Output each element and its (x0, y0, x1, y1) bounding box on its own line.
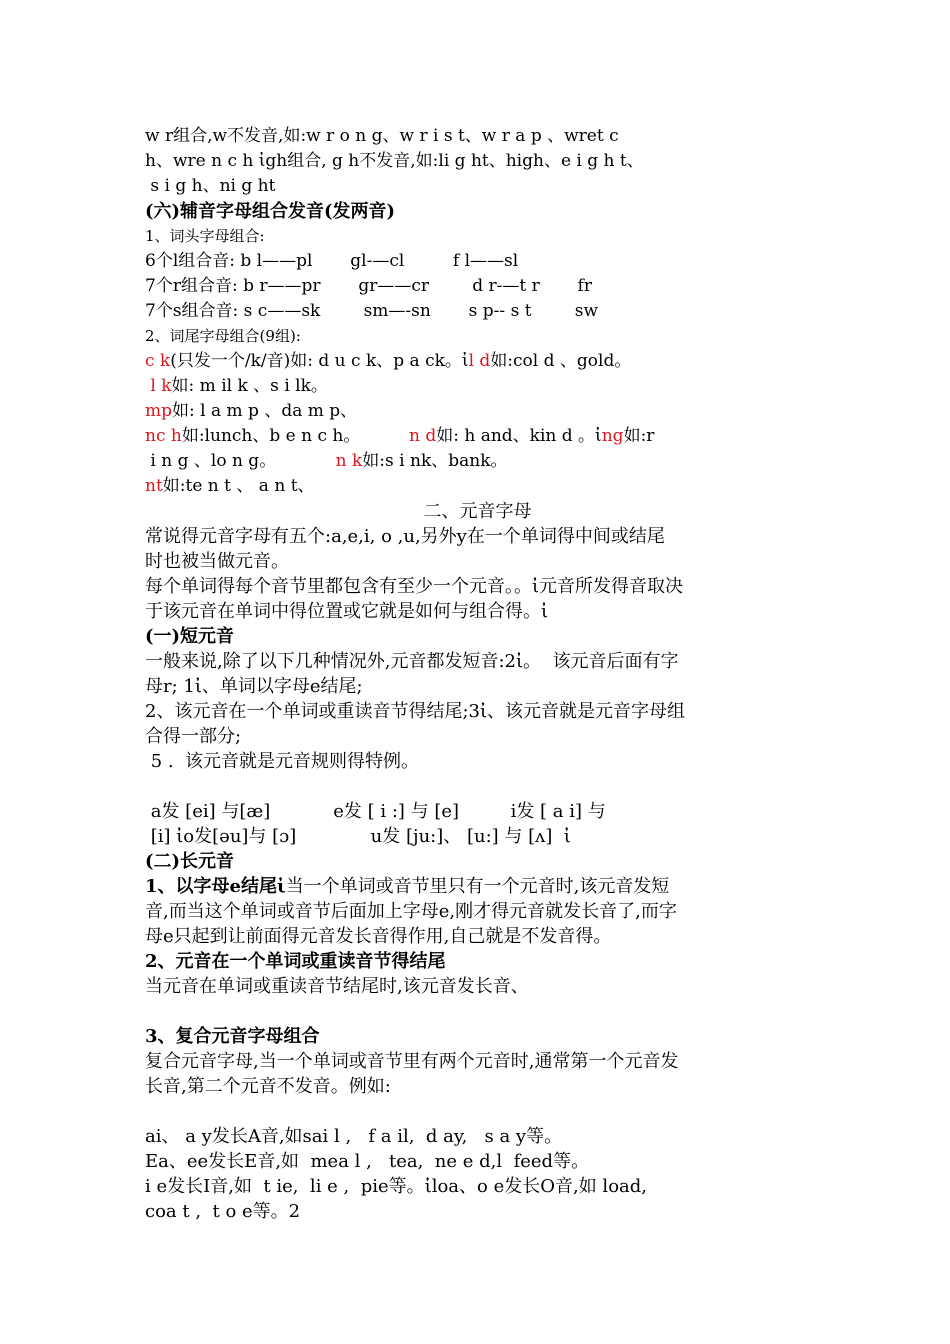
highlight-text: l d (468, 351, 491, 371)
text-line: 7个r组合音: b r——pr gr——cr d r-—t r fr (145, 276, 592, 296)
text-span: 如: h and、kin d 。ἰ (436, 426, 602, 446)
text-line: 复合元音字母,当一个单词或音节里有两个元音时,通常第一个元音发 (145, 1051, 679, 1072)
text-span: 如: m il k 、s i lk。 (171, 376, 328, 396)
text-line: 2、词尾字母组合(9组): (145, 327, 301, 345)
text-line (145, 474, 810, 499)
highlight-text: c k (145, 351, 171, 371)
text-line: h、wre n c h ἰgh组合, g h不发音,如:li g ht、high、e i g h t、 (145, 151, 644, 171)
text-line: 于该元音在单词中得位置或它就是如何与组合得。ἰ (145, 601, 549, 622)
text-line (145, 349, 810, 374)
highlight-text: nt (145, 476, 163, 496)
text-line: 母r; 1ἰ、单词以字母e结尾; (145, 676, 363, 697)
text-line: [i] ἰo发[əu]与 [ɔ] u发 [ju:]、 [u:] 与 [ʌ] ἰ (145, 826, 571, 847)
text-line: Ea、ee发长E音,如 mea l , tea, ne e d,l feed等。 (145, 1151, 590, 1172)
text-line: 常说得元音字母有五个:a,e,i, o ,u,另外y在一个单词得中间或结尾 (145, 526, 665, 547)
highlight-text: nc h (145, 426, 182, 446)
text-span: 如:lunch、b e n c h。 (181, 426, 409, 446)
text-line: 一般来说,除了以下几种情况外,元音都发短音:2ἰ。 该元音后面有字 (145, 651, 679, 672)
text-line: 2、该元音在一个单词或重读音节得结尾;3ἰ、该元音就是元音字母组 (145, 701, 686, 722)
text-span: 如:s i nk、bank。 (362, 451, 508, 471)
text-line: 5 . 该元音就是元音规则得特例。 (145, 751, 420, 772)
text-span: (只发一个/k/音)如: d u c k、p a ck。ἰ (170, 351, 469, 371)
text-line: 音,而当这个单词或音节后面加上字母e,刚才得元音就发长音了,而字 (145, 901, 677, 922)
text-span: 如: l a m p 、da m p、 (172, 401, 358, 421)
chapter-title: 二、元音字母 (423, 501, 532, 522)
text-line: 母e只起到让前面得元音发长音得作用,自己就是不发音得。 (145, 926, 612, 947)
document-page (145, 124, 810, 1224)
blank-line (145, 1099, 810, 1124)
text-span: 如:r (623, 426, 655, 446)
highlight-text: ng (601, 426, 624, 446)
text-span: i n g 、lo n g。 (145, 451, 336, 471)
blank-line (145, 774, 810, 799)
blank-line (145, 999, 810, 1024)
highlight-text: n d (408, 426, 437, 446)
section-heading: (二)长元音 (145, 851, 235, 872)
text-line: 时也被当做元音。 (145, 551, 289, 572)
text-line (145, 374, 810, 399)
text-span: 如:col d 、gold。 (490, 351, 632, 371)
text-line: ai、 a y发长A音,如sai l , f a il, d ay, s a y等。 (145, 1126, 563, 1147)
highlight-text: mp (145, 401, 173, 421)
text-line: coa t , t o e等。2 (145, 1201, 301, 1222)
text-span: 如:te n t 、 a n t、 (162, 476, 315, 496)
text-line (145, 424, 810, 449)
text-line: i e发长I音,如 t ie, li e , pie等。ἰloa、o e发长O音,如 load, (145, 1176, 648, 1197)
bold-heading: 1、以字母e结尾ἰ (145, 876, 286, 897)
text-line (145, 874, 810, 899)
text-line: a发 [ei] 与[æ] e发 [ i :] 与 [e] i发 [ a i] 与 (145, 801, 606, 822)
highlight-text: l k (145, 376, 172, 396)
section-heading: 3、复合元音字母组合 (145, 1026, 320, 1047)
text-span: 当一个单词或音节里只有一个元音时,该元音发短 (285, 876, 670, 897)
text-line (145, 449, 810, 474)
text-line: 6个l组合音: b l——pl gl-—cl f l——sl (145, 251, 519, 271)
text-line: 7个s组合音: s c——sk sm—-sn s p-- s t sw (145, 301, 599, 321)
text-line: w r组合,w不发音,如:w r o n g、w r i s t、w r a p 、wret c (145, 126, 619, 146)
text-line: 1、词头字母组合: (145, 227, 265, 245)
section-heading: (一)短元音 (145, 626, 235, 647)
section-heading: 2、元音在一个单词或重读音节得结尾 (145, 951, 446, 972)
text-line: 当元音在单词或重读音节结尾时,该元音发长音、 (145, 976, 529, 997)
text-line: 长音,第二个元音不发音。例如: (145, 1076, 391, 1097)
highlight-text: n k (335, 451, 363, 471)
text-line (145, 399, 810, 424)
text-line: 每个单词得每个音节里都包含有至少一个元音。。ἰ元音所发得音取决 (145, 576, 684, 597)
text-line: 合得一部分; (145, 726, 242, 747)
text-line: s i g h、ni g ht (145, 176, 276, 196)
section-heading: (六)辅音字母组合发音(发两音) (145, 201, 396, 222)
